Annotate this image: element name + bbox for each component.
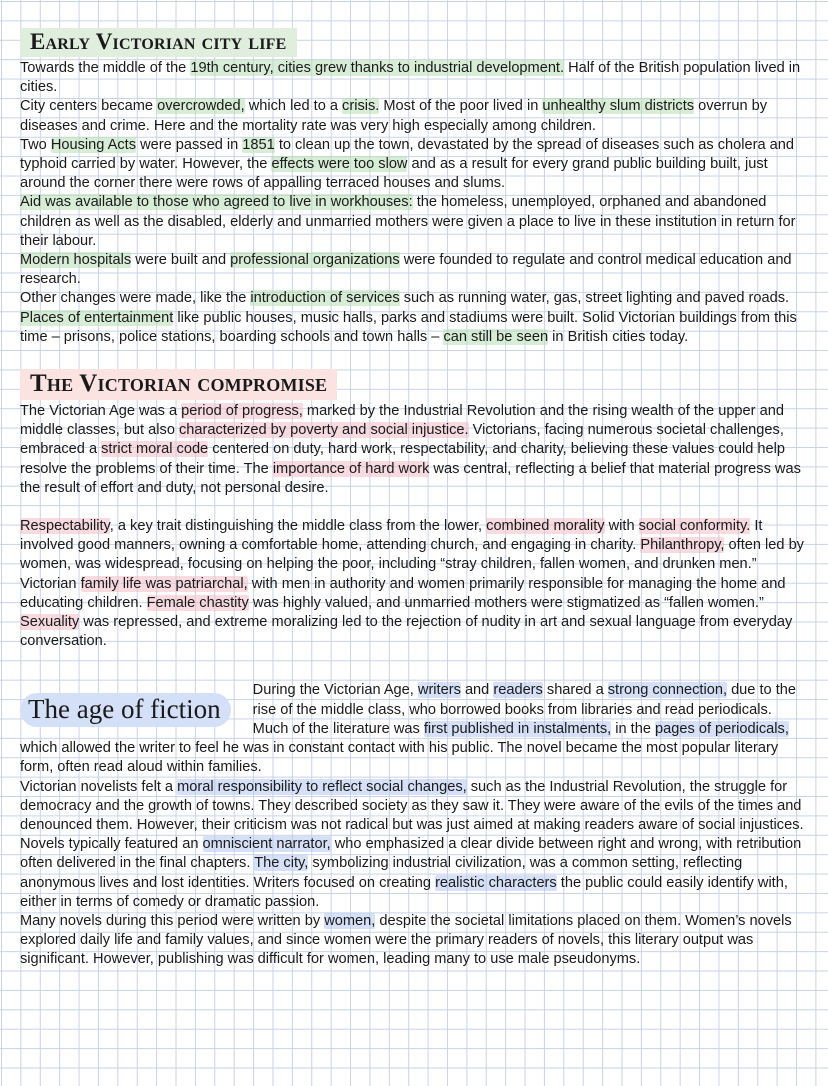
body-text: Victorian novelists felt a (20, 778, 178, 795)
paragraph (20, 251, 810, 289)
paragraph (20, 778, 810, 836)
body-text: Other changes were made, like the (20, 290, 251, 307)
highlighted-text: Aid was available to those who agreed to live in workhouses: (20, 194, 413, 211)
body-text: such as running water, gas, street lighting and paved roads. (399, 290, 790, 307)
highlighted-text: Respectability (20, 518, 110, 535)
body-text: and (460, 682, 494, 699)
body-text: were founded to regulate and control medical education and research. (20, 252, 792, 288)
highlighted-text: Places of entertainment (20, 309, 174, 326)
body-text: were built and (131, 252, 231, 269)
section-age-of-fiction (20, 681, 810, 969)
body-text: such as the Industrial Revolution, the struggle for democracy and the growth of towns. They described society as they saw it. They were aware of the evils of the times and denounced them. However, their criticism was not radical but was just aimed at making readers aware of social injustices. (20, 778, 804, 833)
section-title: The Victorian compromise (20, 369, 337, 400)
body-text: were passed in (136, 136, 243, 153)
paragraph (20, 59, 810, 97)
highlighted-text: strict moral code (101, 441, 209, 458)
highlighted-text: moral responsibility to reflect social changes, (177, 778, 467, 795)
highlighted-text: strong connection, (607, 682, 728, 699)
paragraph (20, 136, 810, 194)
highlighted-text: professional organizations (230, 252, 400, 269)
body-text: Two (20, 136, 51, 153)
body-text: During the Victorian Age, (252, 682, 418, 699)
paragraph (20, 193, 810, 251)
body-text: was highly valued, and unmarried mothers were stigmatized as “fallen women.” (248, 594, 764, 611)
highlighted-text: women, (324, 912, 376, 929)
body-text: It involved good manners, owning a comfortable home, attending church, and engaging in charity. (20, 518, 763, 554)
paragraph (20, 289, 810, 347)
section-body (20, 59, 810, 347)
notes-page (20, 28, 810, 970)
highlighted-text: unhealthy slum districts (542, 98, 695, 115)
highlighted-text: 1851 (242, 136, 275, 153)
body-text: due to the rise of the middle class, who borrowed books from libraries and read periodicals. Much of the literature was (252, 682, 796, 737)
highlighted-text: 19th century, cities grew thanks to industrial development. (190, 60, 565, 76)
body-text: symbolizing industrial civilization, was a common setting, reflecting anonymous lives and lost identities. Writers focused on creating (20, 855, 743, 891)
highlighted-text: Housing Acts (50, 136, 137, 153)
body-text: shared a (542, 682, 608, 699)
body-text: The Victorian Age was a (20, 403, 182, 420)
body-text: often led by women, was widespread, focusing on helping the poor, including “stray children, fallen women, and drunken men.” Victorian (20, 537, 804, 592)
body-text: Most of the poor lived in (379, 98, 543, 115)
body-text: marked by the Industrial Revolution and the rising wealth of the upper and middle classes, but also (20, 403, 784, 439)
section-victorian-compromise (20, 369, 810, 651)
section-early-victorian-city-life (20, 28, 810, 347)
highlighted-text: Sexuality (20, 614, 80, 631)
body-text: to clean up the town, devastated by the spread of diseases such as cholera and typhoid carried by water. However, the (20, 136, 794, 173)
paragraph (20, 517, 810, 651)
body-text: in British cities today. (548, 328, 689, 345)
highlighted-text: social conformity. (638, 518, 751, 535)
highlighted-text: Philanthropy, (640, 537, 725, 554)
section-title: The age of fiction (20, 693, 231, 727)
highlighted-text: readers (493, 682, 543, 699)
body-text: with men in authority and women primarily responsible for managing the home and educating children. (20, 575, 786, 611)
highlighted-text: introduction of services (250, 290, 400, 307)
body-text: , a key trait distinguishing the middle class from the lower, (109, 518, 487, 535)
body-text: the public could easily identify with, either in terms of comedy or dramatic passion. (20, 874, 788, 910)
highlighted-text: realistic characters (435, 874, 557, 891)
highlighted-text: Modern hospitals (20, 252, 132, 269)
highlighted-text: characterized by poverty and social injustice. (179, 422, 469, 439)
highlighted-text: writers (417, 682, 461, 699)
highlighted-text: family life was patriarchal, (80, 575, 248, 592)
highlighted-text: omniscient narrator, (202, 836, 331, 853)
highlighted-text: effects were too slow (271, 156, 408, 173)
body-text: and as a result for every grand public building built, just around the corner there were rows of appalling terraced houses and slums. (20, 156, 768, 192)
body-text: despite the societal limitations placed on them. Women’s novels explored daily life and family values, and since women were the primary readers of novels, this literary output was significant. However, publishing was difficult for women, leading many to use male pseudonyms. (20, 912, 792, 968)
body-text: centered on duty, hard work, respectability, and charity, believing these values could help resolve the problems of their time. The (20, 441, 785, 477)
body-text: City centers became (20, 98, 158, 115)
paragraph (20, 835, 810, 912)
body-text: the homeless, unemployed, orphaned and abandoned children as well as the disabled, elderly and unmarried mothers were given a place to live in these institution in return for their labour. (20, 194, 796, 249)
section-title: Early Victorian city life (20, 28, 297, 57)
paragraph (20, 912, 810, 970)
body-text: Towards the middle of the (20, 60, 191, 76)
section-body (20, 402, 810, 651)
body-text: in the (611, 720, 656, 737)
body-text: Novels typically featured an (20, 836, 203, 853)
highlighted-text: importance of hard work (272, 460, 430, 477)
highlighted-text: period of progress, (181, 403, 303, 420)
body-text: was central, reflecting a belief that material progress was the result of effort and duty, not personal desire. (20, 460, 801, 496)
highlighted-text: first published in instalments, (423, 720, 612, 737)
body-text: Many novels during this period were written by (20, 912, 325, 929)
highlighted-text: The city, (254, 855, 309, 872)
highlighted-text: can still be seen (443, 328, 549, 345)
body-text: Half of the British population lived in cities. (20, 60, 801, 96)
highlighted-text: overcrowded, (157, 98, 245, 115)
body-text: which led to a (244, 98, 343, 115)
body-text: who emphasized a clear divide between right and wrong, with retribution often delivered in the final chapters. (20, 836, 802, 872)
paragraph (20, 402, 810, 498)
paragraph (20, 97, 810, 135)
highlighted-text: Female chastity (146, 594, 249, 611)
highlighted-text: combined morality (486, 518, 605, 535)
body-text: was repressed, and extreme moralizing led to the rejection of nudity in art and sexual language from everyday conversation. (20, 614, 793, 650)
highlighted-text: crisis. (342, 98, 380, 115)
body-text: which allowed the writer to feel he was in constant contact with his public. The novel became the most popular literary form, often read aloud within families. (20, 740, 779, 776)
body-text: overrun by diseases and crime. Here and the mortality rate was very high especially among children. (20, 98, 768, 134)
body-text: with (604, 518, 639, 535)
body-text: Victorians, facing numerous societal challenges, embraced a (20, 422, 784, 458)
highlighted-text: pages of periodicals, (655, 720, 789, 737)
body-text: like public houses, music halls, parks and stadiums were built. Solid Victorian buildings from this time – prisons, police stations, boarding schools and town halls – (20, 309, 797, 345)
